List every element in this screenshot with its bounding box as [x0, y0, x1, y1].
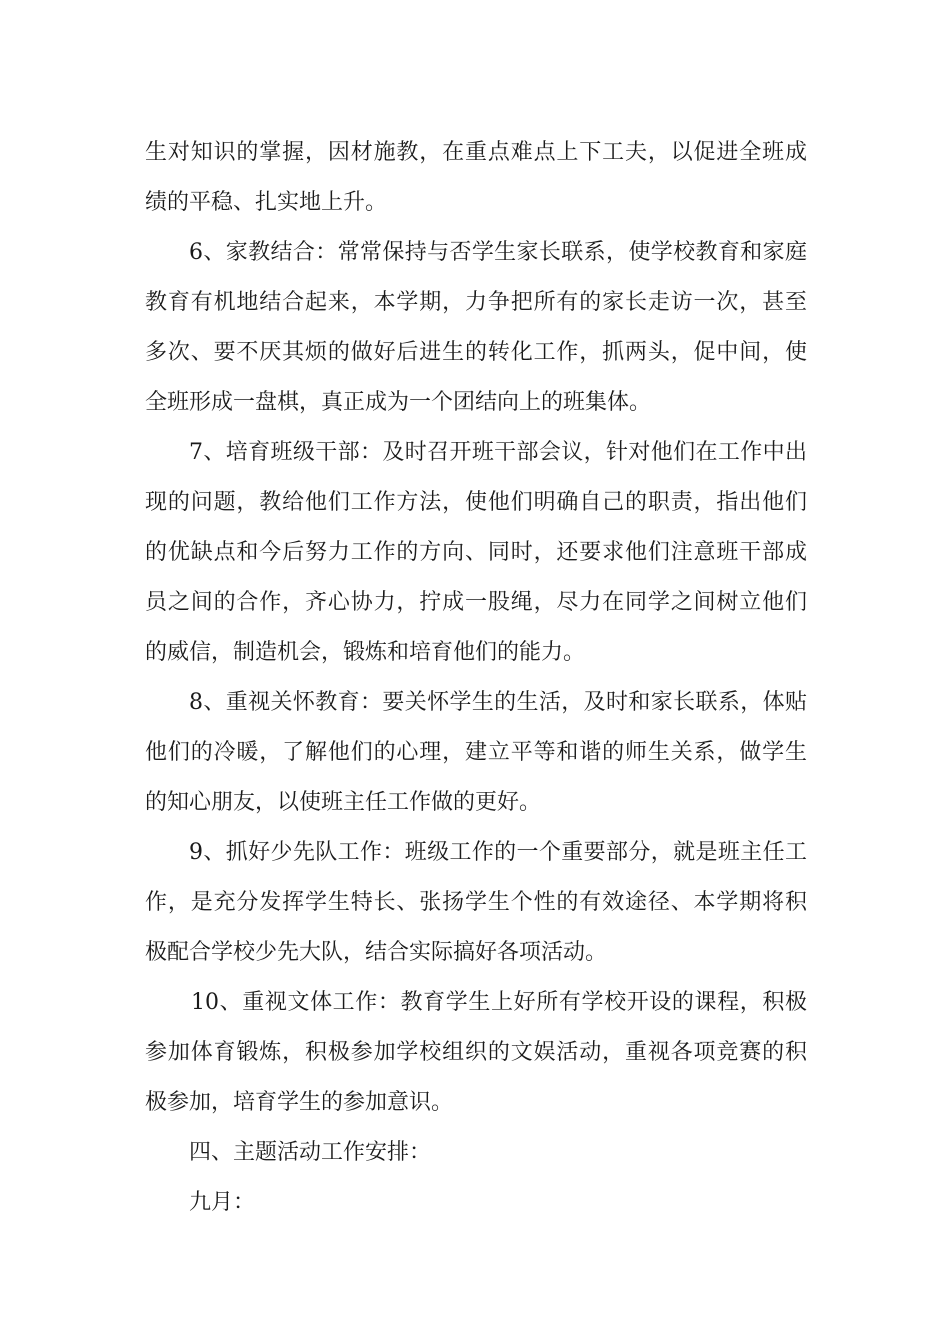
paragraph-line: 现的问题，教给他们工作方法，使他们明确自己的职责，指出他们	[145, 490, 807, 515]
paragraph-line: 的威信，制造机会，锻炼和培育他们的能力。	[145, 640, 586, 665]
paragraph-7-start: 7、培育班级干部：及时召开班干部会议，针对他们在工作中出	[189, 440, 807, 465]
paragraph-line: 极配合学校少先大队，结合实际搞好各项活动。	[145, 940, 608, 965]
paragraph-line: 的知心朋友，以使班主任工作做的更好。	[145, 790, 542, 815]
month-heading: 九月：	[189, 1190, 256, 1215]
paragraph-8-start: 8、重视关怀教育：要关怀学生的生活，及时和家长联系，体贴	[189, 690, 807, 715]
paragraph-line: 的优缺点和今后努力工作的方向、同时，还要求他们注意班干部成	[145, 540, 807, 565]
paragraph-9-start: 9、抓好少先队工作：班级工作的一个重要部分，就是班主任工	[189, 840, 807, 865]
section-heading: 四、主题活动工作安排：	[189, 1140, 432, 1165]
document-body	[145, 128, 807, 1228]
paragraph-line: 教育有机地结合起来，本学期，力争把所有的家长走访一次，甚至	[145, 290, 807, 315]
paragraph-6-start: 6、家教结合：常常保持与否学生家长联系，使学校教育和家庭	[189, 240, 807, 265]
paragraph-line: 全班形成一盘棋，真正成为一个团结向上的班集体。	[145, 390, 652, 415]
paragraph-line: 他们的冷暖，了解他们的心理，建立平等和谐的师生关系，做学生	[145, 740, 807, 765]
paragraph-line: 绩的平稳、扎实地上升。	[145, 190, 388, 215]
paragraph-10-start: 10、重视文体工作：教育学生上好所有学校开设的课程，积极	[191, 990, 807, 1015]
paragraph-line: 多次、要不厌其烦的做好后进生的转化工作，抓两头，促中间，使	[145, 340, 807, 365]
paragraph-line: 作，是充分发挥学生特长、张扬学生个性的有效途径、本学期将积	[145, 890, 807, 915]
paragraph-line: 员之间的合作，齐心协力，拧成一股绳，尽力在同学之间树立他们	[145, 590, 807, 615]
paragraph-line: 生对知识的掌握，因材施教，在重点难点上下工夫，以促进全班成	[145, 140, 807, 165]
paragraph-line: 极参加，培育学生的参加意识。	[145, 1090, 454, 1115]
paragraph-line: 参加体育锻炼，积极参加学校组织的文娱活动，重视各项竞赛的积	[145, 1040, 807, 1065]
